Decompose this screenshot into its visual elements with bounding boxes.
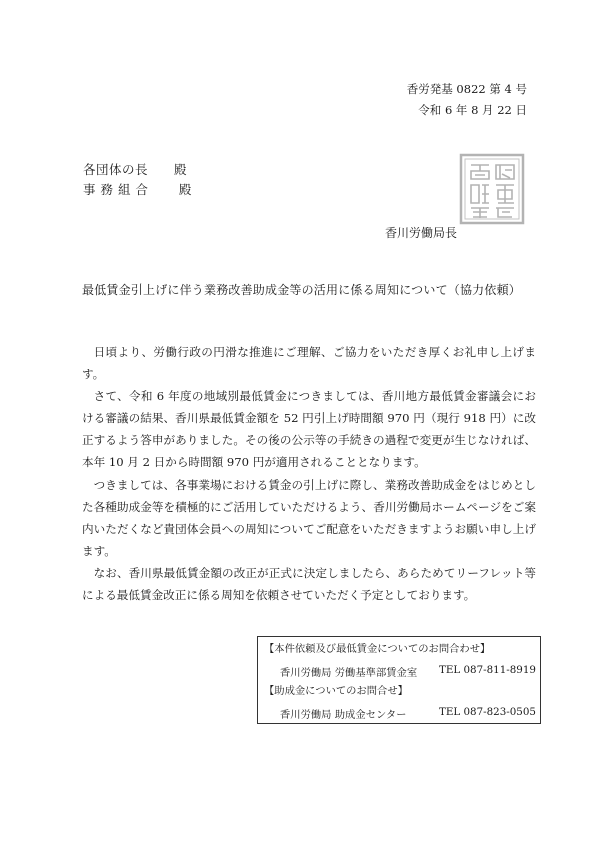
sender-name: 香川労働局長 <box>385 226 458 240</box>
body-paragraph-1: 日頃より、労働行政の円滑な推進にご理解、ご協力をいただき厚くお礼申し上げます。 <box>82 345 536 382</box>
body-paragraph-2: さて、令和 6 年度の地域別最低賃金につきましては、香川地方最低賃金審議会における審議の結果、香川県最低賃金額を 52 円引上げ時間額 970 円（現行 918 円）に改正するよう答申がありました。その後の公示等の手続きの過程で変更が生じなければ、本年 10 月 2 日から時間額 970 円が適用されることとなります。 <box>82 389 536 470</box>
recipient-line-2: 事 務 組 合 殿 <box>83 182 192 197</box>
contact-heading-subsidy: 【助成金についてのお問合せ】 <box>264 685 408 697</box>
contact-info-box <box>257 636 541 724</box>
contact-org-subsidy-center: 香川労働局 助成金センター <box>280 709 407 721</box>
document-title: 最低賃金引上げに伴う業務改善助成金等の活用に係る周知について（協力依頼） <box>82 283 521 297</box>
document-number: 香労発基 0822 第 4 号 <box>406 82 527 96</box>
official-seal-stamp <box>458 152 526 226</box>
body-paragraph-3: つきましては、各事業場における賃金の引上げに際し、業務改善助成金をはじめとした各種助成金等を積極的にご活用していただけるよう、香川労働局ホームページをご案内いただくなど貴団体会員への周知についてご配意をいただきますようお願い申し上げます。 <box>82 477 536 558</box>
recipient-line-1: 各団体の長 殿 <box>83 162 188 177</box>
body-text <box>82 341 536 606</box>
contact-phone-wage-office: TEL 087-811-8919 <box>439 664 536 676</box>
contact-phone-subsidy-center: TEL 087-823-0505 <box>439 706 536 718</box>
document-date: 令和 6 年 8 月 22 日 <box>418 103 527 117</box>
contact-heading-minimum-wage: 【本件依頼及び最低賃金についてのお問合わせ】 <box>264 643 491 655</box>
body-paragraph-4: なお、香川県最低賃金額の改正が正式に決定しましたら、あらためてリーフレット等による最低賃金改正に係る周知を依頼させていただく予定としております。 <box>82 565 536 603</box>
contact-org-wage-office: 香川労働局 労働基準部賃金室 <box>280 667 418 679</box>
